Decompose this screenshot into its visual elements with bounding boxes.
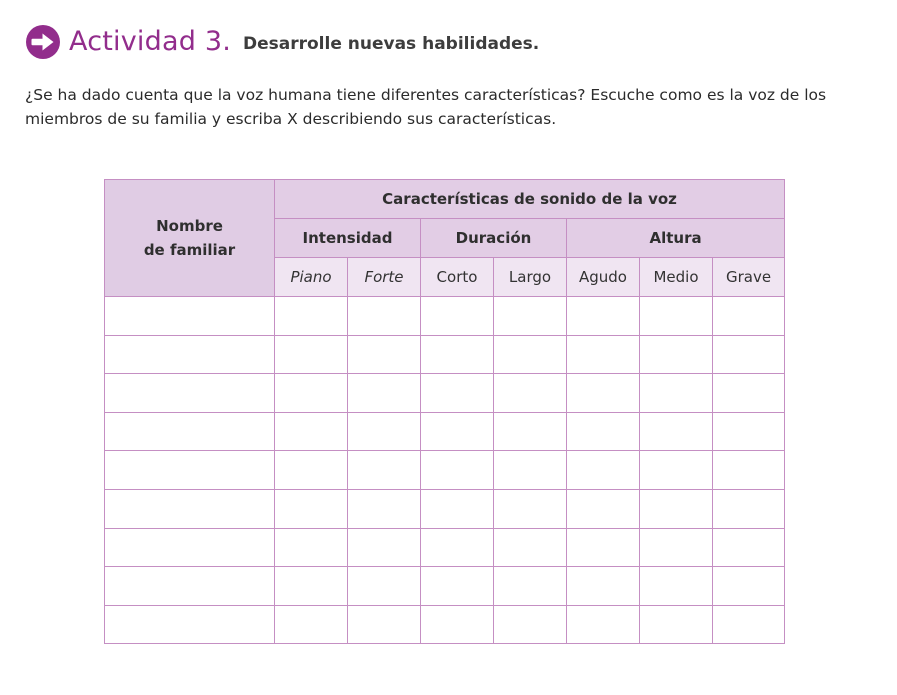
mark-cell[interactable] [421, 528, 494, 567]
mark-cell[interactable] [421, 374, 494, 413]
mark-cell[interactable] [713, 605, 785, 644]
option-header-forte: Forte [348, 258, 421, 297]
mark-cell[interactable] [494, 605, 567, 644]
mark-cell[interactable] [567, 297, 640, 336]
option-header-largo: Largo [494, 258, 567, 297]
table-row [105, 374, 785, 413]
mark-cell[interactable] [275, 451, 348, 490]
mark-cell[interactable] [275, 374, 348, 413]
mark-cell[interactable] [713, 489, 785, 528]
mark-cell[interactable] [567, 605, 640, 644]
activity-subtitle: Desarrolle nuevas habilidades. [242, 34, 540, 54]
family-name-cell[interactable] [105, 489, 275, 528]
mark-cell[interactable] [348, 297, 421, 336]
mark-cell[interactable] [494, 374, 567, 413]
mark-cell[interactable] [494, 451, 567, 490]
mark-cell[interactable] [421, 489, 494, 528]
mark-cell[interactable] [494, 412, 567, 451]
family-name-cell[interactable] [105, 528, 275, 567]
family-name-cell[interactable] [105, 567, 275, 606]
mark-cell[interactable] [494, 297, 567, 336]
mark-cell[interactable] [640, 489, 713, 528]
mark-cell[interactable] [567, 567, 640, 606]
mark-cell[interactable] [348, 567, 421, 606]
category-header-intensity: Intensidad [275, 219, 421, 258]
family-name-cell[interactable] [105, 605, 275, 644]
mark-cell[interactable] [713, 374, 785, 413]
mark-cell[interactable] [421, 412, 494, 451]
table-row [105, 412, 785, 451]
mark-cell[interactable] [275, 335, 348, 374]
mark-cell[interactable] [275, 567, 348, 606]
mark-cell[interactable] [567, 335, 640, 374]
mark-cell[interactable] [494, 335, 567, 374]
mark-cell[interactable] [348, 412, 421, 451]
family-name-header [105, 180, 275, 297]
mark-cell[interactable] [421, 335, 494, 374]
table-row [105, 528, 785, 567]
mark-cell[interactable] [421, 297, 494, 336]
mark-cell[interactable] [421, 605, 494, 644]
mark-cell[interactable] [713, 567, 785, 606]
family-name-header-line1: Nombre [156, 217, 223, 235]
family-name-header-line2: de familiar [143, 241, 236, 259]
voice-characteristics-header: Características de sonido de la voz [275, 180, 785, 219]
category-header-pitch: Altura [567, 219, 785, 258]
option-header-corto: Corto [421, 258, 494, 297]
mark-cell[interactable] [713, 335, 785, 374]
mark-cell[interactable] [567, 374, 640, 413]
table-row [105, 335, 785, 374]
instructions-text: ¿Se ha dado cuenta que la voz humana tiene diferentes características? Escuche como es la voz de los miembros de su familia y escriba X describiendo sus características. [25, 86, 827, 128]
mark-cell[interactable] [567, 528, 640, 567]
mark-cell[interactable] [713, 451, 785, 490]
mark-cell[interactable] [640, 567, 713, 606]
option-header-grave: Grave [713, 258, 785, 297]
mark-cell[interactable] [348, 605, 421, 644]
mark-cell[interactable] [275, 528, 348, 567]
table-row [105, 605, 785, 644]
table-body [105, 297, 785, 644]
category-header-duration: Duración [421, 219, 567, 258]
table-row [105, 489, 785, 528]
mark-cell[interactable] [348, 489, 421, 528]
mark-cell[interactable] [494, 528, 567, 567]
mark-cell[interactable] [640, 412, 713, 451]
mark-cell[interactable] [421, 567, 494, 606]
family-name-cell[interactable] [105, 374, 275, 413]
mark-cell[interactable] [275, 297, 348, 336]
option-header-medio: Medio [640, 258, 713, 297]
mark-cell[interactable] [275, 605, 348, 644]
family-name-cell[interactable] [105, 297, 275, 336]
mark-cell[interactable] [713, 297, 785, 336]
mark-cell[interactable] [348, 335, 421, 374]
option-header-agudo: Agudo [567, 258, 640, 297]
table-row [105, 297, 785, 336]
family-name-cell[interactable] [105, 335, 275, 374]
mark-cell[interactable] [348, 451, 421, 490]
mark-cell[interactable] [567, 489, 640, 528]
mark-cell[interactable] [640, 605, 713, 644]
mark-cell[interactable] [348, 528, 421, 567]
option-header-piano: Piano [275, 258, 348, 297]
family-name-cell[interactable] [105, 412, 275, 451]
mark-cell[interactable] [494, 489, 567, 528]
activity-title: Actividad 3. [69, 26, 231, 57]
mark-cell[interactable] [640, 335, 713, 374]
mark-cell[interactable] [567, 451, 640, 490]
mark-cell[interactable] [275, 489, 348, 528]
mark-cell[interactable] [640, 374, 713, 413]
table-row [105, 451, 785, 490]
mark-cell[interactable] [640, 451, 713, 490]
mark-cell[interactable] [640, 297, 713, 336]
mark-cell[interactable] [494, 567, 567, 606]
mark-cell[interactable] [275, 412, 348, 451]
mark-cell[interactable] [567, 412, 640, 451]
activity-header [25, 24, 539, 60]
arrow-right-circle-icon [25, 24, 61, 60]
mark-cell[interactable] [713, 412, 785, 451]
table-row [105, 567, 785, 606]
mark-cell[interactable] [713, 528, 785, 567]
mark-cell[interactable] [421, 451, 494, 490]
family-name-cell[interactable] [105, 451, 275, 490]
mark-cell[interactable] [640, 528, 713, 567]
voice-characteristics-table [104, 179, 785, 644]
mark-cell[interactable] [348, 374, 421, 413]
